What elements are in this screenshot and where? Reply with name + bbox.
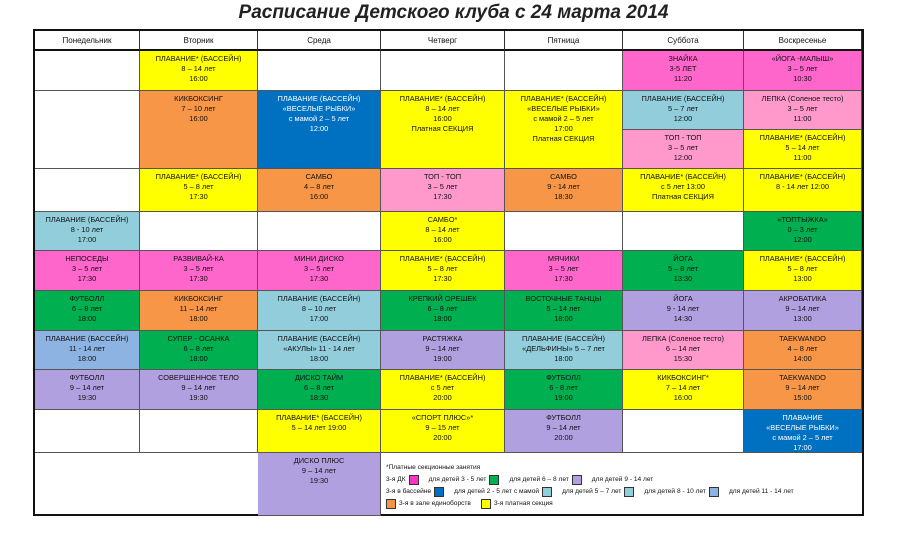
- cell-text: 20:00: [433, 393, 452, 402]
- schedule-cell: [623, 251, 744, 291]
- cell-text: «АКУЛЫ» 11 - 14 лет: [283, 344, 355, 353]
- cell-text: 6 – 8 лет: [303, 383, 335, 392]
- cell-text: ПЛАВАНИЕ* (БАССЕЙН): [759, 254, 846, 263]
- legend-row: [386, 474, 862, 486]
- schedule-cell: [35, 169, 140, 212]
- cell-text: 16:00: [673, 393, 693, 402]
- schedule-cell: [505, 91, 623, 169]
- schedule-cell: [505, 291, 623, 331]
- cell-text: 16:00: [309, 192, 329, 201]
- legend-note: *Платные секционные занятия: [386, 464, 481, 471]
- cell-text: 3 – 5 лет: [71, 264, 103, 273]
- cell-text: МИНИ ДИСКО: [294, 254, 344, 263]
- cell-text: 18:00: [554, 354, 573, 363]
- cell-text: 3 – 5 лет: [183, 264, 214, 273]
- cell-text: 11:20: [674, 74, 692, 83]
- legend-item: [509, 474, 581, 486]
- legend-item: [729, 486, 794, 498]
- cell-text: 16:00: [189, 114, 208, 123]
- cell-text: РАСТЯЖКА: [422, 334, 463, 343]
- schedule-cell: [744, 169, 862, 212]
- cell-text: 7 – 10 лет: [181, 104, 216, 113]
- schedule-cell: [623, 370, 744, 410]
- cell-text: ПЛАВАНИЕ* (БАССЕЙН): [399, 254, 486, 263]
- cell-text: МЯЧИКИ: [547, 254, 580, 263]
- cell-text: 9 – 15 лет: [425, 423, 460, 432]
- legend-label: 3-я ДК: [386, 476, 406, 483]
- cell-text: 12:00: [673, 114, 693, 123]
- cell-text: 19:00: [554, 393, 573, 402]
- cell-text: 10:30: [793, 74, 812, 83]
- schedule-cell: [744, 130, 862, 169]
- cell-text: 5 – 8 лет: [667, 264, 699, 273]
- legend-label: 3-я в зале единоборств: [399, 500, 471, 507]
- schedule-cell: [505, 251, 623, 291]
- schedule-cell: [140, 251, 258, 291]
- cell-text: СУПЕР - ОСАНКА: [167, 334, 230, 343]
- schedule-cell: [258, 212, 381, 251]
- cell-text: 8 – 14 лет: [425, 225, 460, 234]
- legend-label: для детей 5 – 7 лет: [562, 488, 622, 495]
- cell-text: КИКБОКСИНГ: [174, 294, 223, 303]
- cell-text: ФУТБОЛЛ: [546, 373, 581, 382]
- schedule-cell: [744, 91, 862, 130]
- cell-text: 17:00: [77, 235, 97, 244]
- cell-text: с 5 лет 13:00: [660, 182, 706, 191]
- day-header: Суббота: [623, 31, 744, 51]
- schedule-cell: [140, 91, 258, 169]
- legend-swatch: [386, 499, 396, 509]
- schedule-cell: [623, 51, 744, 91]
- cell-text: 18:00: [77, 314, 97, 323]
- schedule-cell: [140, 169, 258, 212]
- schedule-cell: [381, 169, 505, 212]
- cell-text: с мамой 2 – 5 лет: [288, 114, 350, 123]
- cell-text: 3 – 5 лет: [427, 182, 458, 191]
- cell-text: САМБО*: [427, 215, 458, 224]
- cell-text: 5 – 7 лет: [667, 104, 699, 113]
- schedule-cell: [744, 331, 862, 370]
- schedule-cell: [35, 331, 140, 370]
- legend-item: [429, 474, 500, 486]
- cell-text: 16:00: [433, 114, 452, 123]
- cell-text: 3 – 5 лет: [303, 264, 335, 273]
- schedule-cell: [140, 370, 258, 410]
- cell-text: 18:00: [554, 314, 573, 323]
- day-header: Пятница: [505, 31, 623, 51]
- cell-text: 17:30: [433, 192, 452, 201]
- cell-text: НЕПОСЕДЫ: [65, 254, 109, 263]
- cell-text: TAEKWANDO: [779, 373, 826, 382]
- schedule-cell: [140, 331, 258, 370]
- legend-swatch: [624, 487, 634, 497]
- cell-text: «ДЕЛЬФИНЫ» 5 – 7 лет: [522, 344, 605, 353]
- legend-swatch: [489, 475, 499, 485]
- cell-text: 9 - 14 лет: [666, 304, 700, 313]
- cell-text: 8 - 10 лет: [70, 225, 104, 234]
- cell-text: 13:00: [793, 314, 812, 323]
- cell-text: 3 – 5 лет: [667, 143, 699, 152]
- page-title: Расписание Детского клуба с 24 марта 2014: [238, 2, 669, 23]
- cell-text: ПЛАВАНИЕ (БАССЕЙН): [641, 94, 725, 103]
- day-header: Воскресенье: [744, 31, 862, 51]
- day-header: Четверг: [381, 31, 505, 51]
- cell-text: 9 – 14 лет: [785, 304, 820, 313]
- cell-text: Платная СЕКЦИЯ: [411, 124, 474, 133]
- legend-label: для детей 6 – 8 лет: [509, 476, 569, 483]
- cell-text: 17:30: [189, 274, 208, 283]
- legend-swatch: [409, 475, 419, 485]
- cell-text: 3 – 5 лет: [787, 64, 818, 73]
- cell-text: 17:00: [554, 124, 573, 133]
- cell-text: 15:00: [793, 393, 812, 402]
- schedule-cell: [744, 410, 862, 453]
- cell-text: 8 – 10 лет: [301, 304, 337, 313]
- cell-text: 9 – 14 лет: [785, 383, 820, 392]
- legend-swatch: [709, 487, 719, 497]
- cell-text: 18:30: [309, 393, 329, 402]
- cell-text: 14:30: [673, 314, 693, 323]
- schedule-cell: [258, 410, 381, 453]
- cell-text: ДИСКО ТАЙМ: [294, 373, 344, 382]
- cell-text: 4 – 8 лет: [787, 344, 818, 353]
- cell-text: ПЛАВАНИЕ (БАССЕЙН): [277, 94, 361, 103]
- cell-text: ЛЕПКА (Соленое тесто): [761, 94, 844, 103]
- cell-text: 18:00: [189, 354, 208, 363]
- cell-text: 11:00: [793, 114, 812, 123]
- cell-text: ПЛАВАНИЕ* (БАССЕЙН): [520, 94, 607, 103]
- legend-item: [386, 474, 419, 486]
- legend-label: для детей 9 - 14 лет: [591, 476, 654, 483]
- schedule-cell: [140, 291, 258, 331]
- cell-text: 11:00: [793, 153, 812, 162]
- cell-text: 0 – 3 лет: [787, 225, 818, 234]
- cell-text: 17:00: [309, 314, 329, 323]
- schedule-cell: [258, 251, 381, 291]
- schedule-cell: [505, 212, 623, 251]
- legend-item: [592, 474, 654, 486]
- cell-text: 11 – 14 лет: [179, 304, 218, 313]
- schedule-cell: [381, 370, 505, 410]
- cell-text: «ВЕСЕЛЫЕ РЫБКИ»: [766, 423, 839, 432]
- day-header: Вторник: [140, 31, 258, 51]
- cell-text: с мамой 2 – 5 лет: [533, 114, 594, 123]
- schedule-cell: [381, 331, 505, 370]
- cell-text: 8 - 14 лет 12:00: [775, 182, 830, 191]
- cell-text: ПЛАВАНИЕ* (БАССЕЙН): [399, 94, 486, 103]
- cell-text: ПЛАВАНИЕ* (БАССЕЙН): [155, 172, 242, 181]
- cell-text: ПЛАВАНИЕ (БАССЕЙН): [45, 215, 129, 224]
- cell-text: ФУТБОЛЛ: [69, 373, 105, 382]
- cell-text: 5 – 8 лет: [427, 264, 458, 273]
- cell-text: 8 – 14 лет: [181, 64, 216, 73]
- legend-label: для детей 8 - 10 лет: [644, 488, 706, 495]
- cell-text: ТОП - ТОП: [423, 172, 462, 181]
- schedule-cell: [35, 91, 140, 169]
- schedule-cell: [381, 291, 505, 331]
- cell-text: 7 – 14 лет: [665, 383, 701, 392]
- schedule-cell: [258, 291, 381, 331]
- cell-text: ПЛАВАНИЕ (БАССЕЙН): [277, 334, 361, 343]
- schedule-cell: [505, 51, 623, 91]
- schedule-cell: [381, 212, 505, 251]
- legend-item: [386, 486, 444, 498]
- cell-text: 19:00: [433, 354, 452, 363]
- cell-text: 19:30: [77, 393, 97, 402]
- cell-text: 5 – 14 лет: [785, 143, 820, 152]
- cell-text: 12:00: [309, 124, 329, 133]
- schedule-cell: [381, 51, 505, 91]
- schedule-table: [33, 29, 864, 516]
- schedule-cell: [623, 331, 744, 370]
- cell-text: ДИСКО ПЛЮС: [293, 456, 345, 465]
- cell-text: 20:00: [554, 433, 573, 442]
- cell-text: 9 – 14 лет: [425, 344, 460, 353]
- schedule-cell: [140, 410, 258, 453]
- cell-text: 17:30: [554, 274, 573, 283]
- schedule-cell: [381, 410, 505, 453]
- schedule-cell: [258, 91, 381, 169]
- schedule-cell: [258, 453, 381, 516]
- cell-text: ЙОГА: [673, 254, 693, 263]
- schedule-cell: [505, 370, 623, 410]
- schedule-cell: [744, 212, 862, 251]
- schedule-cell: [623, 291, 744, 331]
- schedule-cell: [140, 212, 258, 251]
- legend-row: [386, 498, 862, 510]
- cell-text: 3-5 ЛЕТ: [669, 64, 697, 73]
- cell-text: Платная СЕКЦИЯ: [652, 192, 714, 201]
- cell-text: 3 – 5 лет: [787, 104, 818, 113]
- schedule-cell: [258, 370, 381, 410]
- cell-text: 18:00: [77, 354, 97, 363]
- cell-text: 16:00: [433, 235, 452, 244]
- cell-text: TAEKWANDO: [779, 334, 826, 343]
- cell-text: ПЛАВАНИЕ* (БАССЕЙН): [759, 172, 846, 181]
- legend-label: 3-я в бассейне: [386, 488, 432, 495]
- cell-text: 18:00: [433, 314, 452, 323]
- legend-item: [562, 486, 634, 498]
- schedule-cell: [381, 251, 505, 291]
- legend-swatch: [542, 487, 552, 497]
- cell-text: 17:30: [309, 274, 329, 283]
- cell-text: ПЛАВАНИЕ* (БАССЕЙН): [155, 54, 242, 63]
- cell-text: «ВЕСЕЛЫЕ РЫБКИ»: [282, 104, 356, 113]
- schedule-cell: [258, 169, 381, 212]
- schedule-cell: [140, 51, 258, 91]
- schedule-cell: [35, 370, 140, 410]
- schedule-cell: [35, 291, 140, 331]
- schedule-cell: [258, 51, 381, 91]
- legend-item: [454, 486, 552, 498]
- legend-item: [386, 498, 471, 510]
- cell-text: 5 – 8 лет: [787, 264, 818, 273]
- legend-swatch: [481, 499, 491, 509]
- legend-label: 3-я платная секция: [493, 500, 553, 507]
- cell-text: 6 – 14 лет: [665, 344, 701, 353]
- cell-text: СОВЕРШЕННОЕ ТЕЛО: [158, 373, 239, 382]
- legend-item: [481, 498, 553, 510]
- cell-text: 17:30: [433, 274, 452, 283]
- cell-text: 19:30: [189, 393, 208, 402]
- schedule-cell: [744, 291, 862, 331]
- cell-text: 17:00: [793, 443, 812, 452]
- cell-text: 3 – 5 лет: [548, 264, 579, 273]
- legend-swatch: [572, 475, 582, 485]
- cell-text: ПЛАВАНИЕ (БАССЕЙН): [45, 334, 129, 343]
- cell-text: 18:30: [554, 192, 573, 201]
- cell-text: ПЛАВАНИЕ* (БАССЕЙН): [640, 172, 726, 181]
- schedule-cell: [35, 51, 140, 91]
- cell-text: 13:00: [793, 274, 812, 283]
- legend-item: [644, 486, 719, 498]
- cell-text: 12:00: [793, 235, 812, 244]
- cell-text: 9 – 14 лет: [181, 383, 216, 392]
- cell-text: 4 – 8 лет: [303, 182, 335, 191]
- cell-text: 17:30: [77, 274, 97, 283]
- cell-text: САМБО: [550, 172, 577, 181]
- cell-text: 6 – 8 лет: [427, 304, 458, 313]
- cell-text: РАЗВИВАЙ-КА: [173, 254, 224, 263]
- legend-row: [386, 486, 862, 498]
- cell-text: 6 - 8 лет: [549, 383, 578, 392]
- schedule-cell: [744, 370, 862, 410]
- schedule-cell: [505, 410, 623, 453]
- schedule-cell: [381, 91, 505, 169]
- schedule-cell: [258, 331, 381, 370]
- legend-label: для детей 3 - 5 лет: [428, 476, 487, 483]
- cell-text: КИКБОКСИНГ*: [657, 373, 709, 382]
- cell-text: 18:00: [309, 354, 329, 363]
- schedule-cell: [623, 212, 744, 251]
- cell-text: КИКБОКСИНГ: [174, 94, 223, 103]
- day-header: Понедельник: [35, 31, 140, 51]
- cell-text: ФУТБОЛЛ: [69, 294, 105, 303]
- cell-text: «СПОРТ ПЛЮС»*: [411, 413, 474, 422]
- schedule-cell: [505, 331, 623, 370]
- cell-text: ПЛАВАНИЕ: [782, 413, 823, 422]
- cell-text: 17:30: [189, 192, 208, 201]
- schedule-cell: [744, 251, 862, 291]
- cell-text: ПЛАВАНИЕ* (БАССЕЙН): [399, 373, 486, 382]
- cell-text: 8 – 14 лет: [425, 104, 460, 113]
- cell-text: КРЕПКИЙ ОРЕШЕК: [408, 294, 477, 303]
- cell-text: «ТОПТЫЖКА»: [777, 215, 828, 224]
- schedule-cell: [35, 251, 140, 291]
- cell-text: ТОП - ТОП: [664, 133, 702, 142]
- legend-label: для детей 2 - 5 лет с мамой: [454, 488, 540, 495]
- cell-text: ПЛАВАНИЕ (БАССЕЙН): [522, 334, 605, 343]
- cell-text: 12:00: [673, 153, 693, 162]
- schedule-cell: [35, 410, 140, 453]
- schedule-cell: [623, 410, 744, 453]
- cell-text: 20:00: [433, 433, 452, 442]
- cell-text: 6 – 8 лет: [183, 344, 214, 353]
- cell-text: 9 – 14 лет: [546, 423, 581, 432]
- schedule-cell: [505, 169, 623, 212]
- cell-text: с мамой 2 – 5 лет: [772, 433, 833, 442]
- cell-text: 15:30: [673, 354, 693, 363]
- cell-text: ПЛАВАНИЕ (БАССЕЙН): [277, 294, 361, 303]
- cell-text: Платная СЕКЦИЯ: [532, 134, 595, 143]
- cell-text: САМБО: [305, 172, 333, 181]
- cell-text: 14:00: [793, 354, 812, 363]
- cell-text: ВОСТОЧНЫЕ ТАНЦЫ: [525, 294, 602, 303]
- cell-text: ЙОГА: [673, 294, 693, 303]
- schedule-cell: [623, 91, 744, 130]
- legend-swatch: [434, 487, 444, 497]
- cell-text: 5 – 8 лет: [183, 182, 214, 191]
- cell-text: ЛЕПКА (Соленое тесто): [642, 334, 724, 343]
- cell-text: 9 – 14 лет: [69, 383, 105, 392]
- day-header: Среда: [258, 31, 381, 51]
- schedule-cell: [623, 169, 744, 212]
- schedule-cell: [623, 130, 744, 169]
- cell-text: 19:30: [309, 476, 329, 485]
- cell-text: с 5 лет: [430, 383, 455, 392]
- cell-text: 9 – 14 лет: [301, 466, 337, 475]
- cell-text: АКРОБАТИКА: [778, 294, 827, 303]
- cell-text: ЗНАЙКА: [668, 54, 698, 63]
- cell-text: 9 - 14 лет: [547, 182, 580, 191]
- cell-text: 16:00: [189, 74, 208, 83]
- cell-text: «ЙОГА -МАЛЫШ»: [771, 54, 834, 63]
- cell-text: 5 – 14 лет 19:00: [291, 423, 347, 432]
- cell-text: ПЛАВАНИЕ* (БАССЕЙН): [276, 413, 362, 422]
- schedule-cell: [744, 51, 862, 91]
- cell-text: ПЛАВАНИЕ* (БАССЕЙН): [759, 133, 846, 142]
- cell-text: 5 – 14 лет: [546, 304, 581, 313]
- cell-text: «ВЕСЕЛЫЕ РЫБКИ»: [527, 104, 600, 113]
- legend: [380, 462, 862, 514]
- cell-text: 18:00: [189, 314, 208, 323]
- cell-text: ФУТБОЛЛ: [546, 413, 581, 422]
- cell-text: 13:30: [673, 274, 693, 283]
- legend-label: для детей 11 - 14 лет: [728, 488, 794, 495]
- cell-text: 11 - 14 лет: [68, 344, 106, 353]
- schedule-cell: [35, 212, 140, 251]
- cell-text: 6 – 8 лет: [71, 304, 103, 313]
